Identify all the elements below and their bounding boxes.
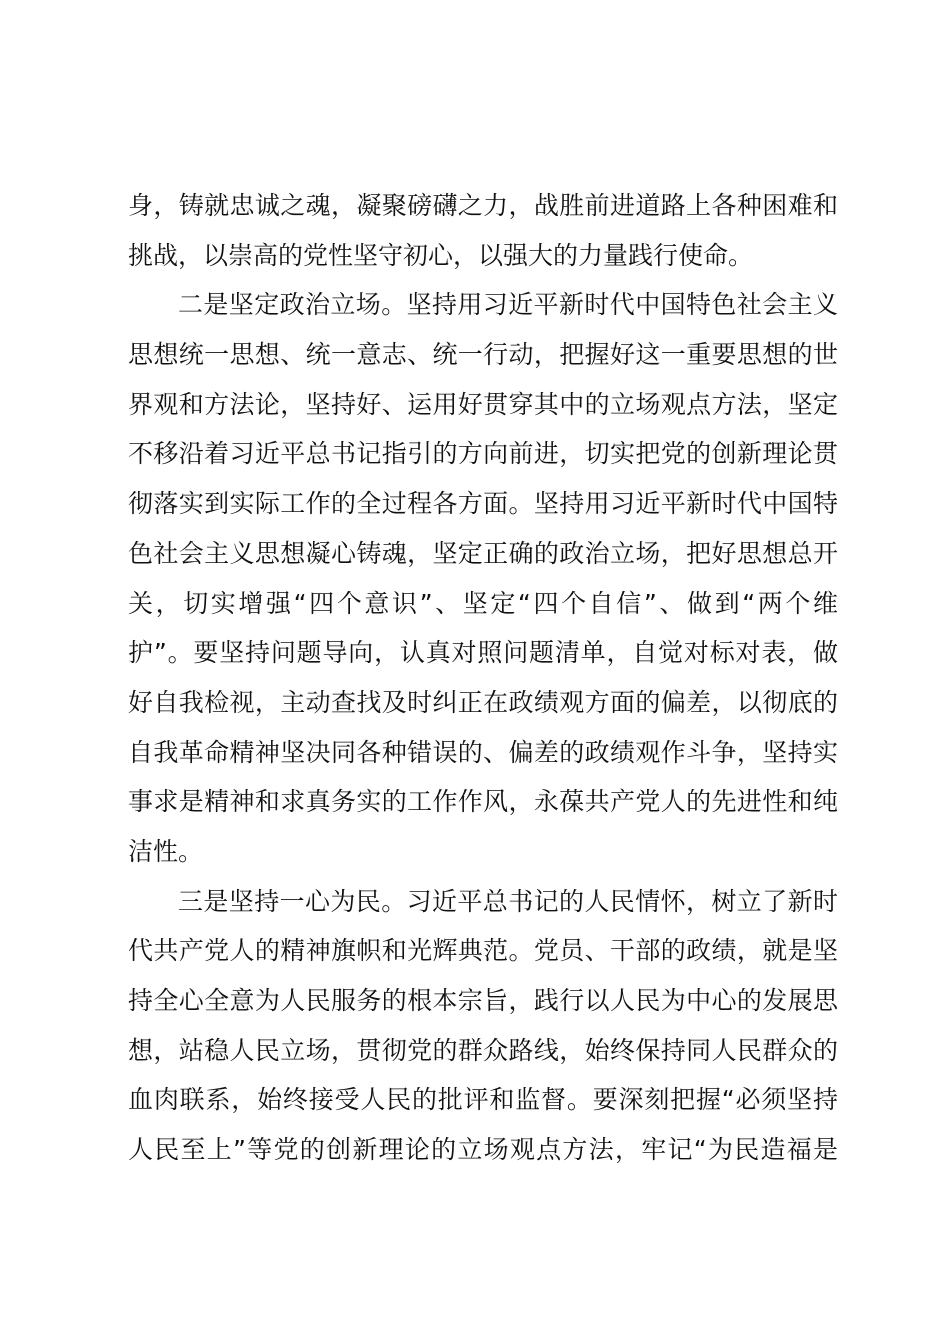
text-line: 不移沿着习近平总书记指引的方向前进，切实把党的创新理论贯 bbox=[128, 439, 838, 469]
paragraph-continuation bbox=[128, 181, 838, 280]
text-line: 挑战，以崇高的党性坚守初心，以强大的力量践行使命。 bbox=[128, 240, 754, 270]
paragraph-political-stance bbox=[128, 280, 838, 876]
text-line: 身，铸就忠诚之魂，凝聚磅礴之力，战胜前进道路上各种困难和 bbox=[128, 191, 838, 220]
text-line: 关，切实增强“四个意识”、坚定“四个自信”、做到“两个维 bbox=[128, 588, 838, 618]
text-line: 血肉联系，始终接受人民的批评和监督。要深刻把握“必须坚持 bbox=[128, 1085, 838, 1115]
text-line: 人民至上”等党的创新理论的立场观点方法，牢记“为民造福是 bbox=[128, 1135, 838, 1165]
text-line: 想，站稳人民立场，贯彻党的群众路线，始终保持同人民群众的 bbox=[128, 1035, 838, 1065]
text-line: 护”。要坚持问题导向，认真对照问题清单，自觉对标对表，做 bbox=[128, 638, 838, 668]
text-line: 事求是精神和求真务实的工作作风，永葆共产党人的先进性和纯 bbox=[128, 787, 838, 817]
text-line: 色社会主义思想凝心铸魂，坚定正确的政治立场，把好思想总开 bbox=[128, 538, 838, 568]
text-line: 洁性。 bbox=[128, 836, 204, 866]
text-line: 二是坚定政治立场。坚持用习近平新时代中国特色社会主义 bbox=[178, 290, 838, 320]
text-line: 三是坚持一心为民。习近平总书记的人民情怀，树立了新时 bbox=[178, 886, 838, 916]
text-line: 思想统一思想、统一意志、统一行动，把握好这一重要思想的世 bbox=[128, 340, 838, 370]
text-line: 好自我检视，主动查找及时纠正在政绩观方面的偏差，以彻底的 bbox=[128, 687, 838, 717]
text-line: 彻落实到实际工作的全过程各方面。坚持用习近平新时代中国特 bbox=[128, 489, 838, 519]
text-line: 自我革命精神坚决同各种错误的、偏差的政绩观作斗争，坚持实 bbox=[128, 737, 838, 767]
paragraph-serve-people bbox=[128, 877, 838, 1175]
document-body bbox=[128, 181, 838, 1175]
text-line: 界观和方法论，坚持好、运用好贯穿其中的立场观点方法，坚定 bbox=[128, 389, 838, 419]
text-line: 持全心全意为人民服务的根本宗旨，践行以人民为中心的发展思 bbox=[128, 986, 838, 1015]
text-line: 代共产党人的精神旗帜和光辉典范。党员、干部的政绩，就是坚 bbox=[128, 936, 838, 966]
